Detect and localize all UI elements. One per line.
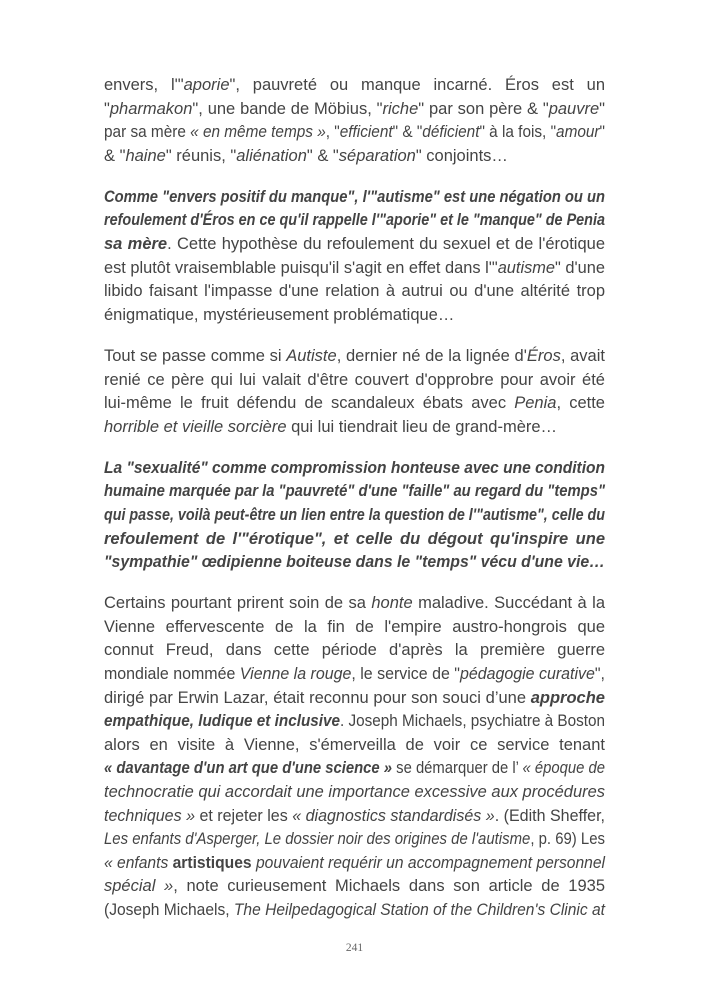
emphasis-text: « davantage d'un art que d'une science » (104, 759, 393, 778)
text-line (104, 639, 605, 663)
text-line (104, 852, 605, 876)
italic-text: pauvre (548, 99, 600, 118)
text-run: se démarquer de l’ (392, 759, 523, 778)
text-run: . (Edith Sheffer, (494, 806, 605, 825)
text-run: ", (594, 665, 605, 684)
text-line (104, 757, 605, 781)
italic-text: Vienne la rouge (239, 665, 352, 684)
text-line (104, 616, 605, 640)
text-run: " & " (392, 123, 423, 142)
text-run: par sa mère (104, 123, 191, 142)
text-run: " & " (306, 146, 339, 165)
text-line (104, 145, 605, 169)
text-run: " à la fois, " (479, 123, 557, 142)
bold-text: artistiques (172, 853, 252, 872)
emphasis-text: sa mère (104, 235, 168, 254)
text-run: , p. 69) Les (530, 830, 605, 849)
italic-text: Éros (526, 346, 561, 365)
text-run: est plutôt vraisemblable puisqu'il s'agit en effet dans l'" (104, 258, 498, 277)
italic-text: déficient (422, 123, 480, 142)
emphasis-text: qui passe, voilà peut-être un lien entre la question de l'"autisme", celle du (104, 506, 605, 524)
text-run: Vienne effervescente de la fin de l'empire austro-hongrois que (104, 617, 605, 636)
text-line (104, 74, 605, 98)
text-run: " d'une (555, 258, 605, 277)
text-run: Certains pourtant prirent soin de sa (104, 594, 372, 613)
emphasis-text: refoulement d'Éros en ce qu'il rappelle l'"aporie" et le "manque" de Penia (104, 211, 605, 230)
italic-text: « diagnostics standardisés » (292, 806, 495, 825)
italic-text: horrible et vieille sorcière (104, 417, 287, 436)
text-line (104, 369, 605, 393)
italic-text: aliénation (236, 146, 307, 165)
text-run: & " (104, 146, 126, 165)
paragraph (104, 345, 605, 439)
text-line (104, 280, 605, 304)
text-line (104, 304, 605, 328)
paragraph (104, 186, 605, 328)
text-run: qui lui tiendrait lieu de grand-mère… (286, 417, 558, 436)
text-line (104, 98, 605, 122)
text-line (104, 710, 605, 734)
italic-text: « en même temps » (190, 123, 326, 142)
text-line (104, 457, 605, 481)
emphasis-text: Comme "envers positif du manque", l'"autisme" est une négation ou un (104, 187, 605, 206)
text-line (104, 781, 605, 805)
emphasis-text: La "sexualité" comme compromission honteuse avec une condition (104, 458, 605, 477)
italic-text: efficient (339, 123, 393, 142)
italic-text: haine (125, 146, 166, 165)
text-line (104, 551, 605, 575)
text-line (104, 257, 605, 281)
text-run: " (104, 99, 110, 118)
italic-text: The Heilpedagogical Station of the Children's Clinic at (233, 901, 606, 919)
text-line (104, 416, 605, 440)
text-run: mondiale nommée (104, 665, 240, 684)
text-run: renié ce père qui lui valait d'être couvert d'opprobre pour avoir été (104, 370, 605, 389)
italic-text: amour (556, 123, 600, 142)
text-run: , cette (556, 394, 605, 413)
text-line (104, 687, 605, 711)
paragraph (104, 74, 605, 168)
emphasis-text: refoulement de l'"érotique", et celle du dégout qu'inspire une (104, 529, 605, 548)
text-line (104, 186, 605, 210)
emphasis-text: humaine marquée par la "pauvreté" d'une "faille" au regard du "temps" (104, 482, 605, 501)
italic-text: technocratie qui accordait une importance excessive aux procédures (104, 783, 605, 802)
text-run: , le service de " (351, 665, 460, 684)
text-run: dirigé par Erwin Lazar, était reconnu pour son souci d’une (104, 688, 531, 707)
italic-text: « époque de (522, 759, 605, 778)
text-line (104, 392, 605, 416)
text-line (104, 504, 605, 528)
italic-text: autisme (497, 258, 556, 277)
text-run: énigmatique, mystérieusement problématique… (104, 305, 455, 324)
italic-text: pouvaient requérir un accompagnement personnel (251, 853, 605, 872)
text-run: " conjoints… (415, 146, 508, 165)
text-run: " par son père & " (418, 99, 549, 118)
text-run: connut Freud, dans cette période d'après la première guerre (104, 641, 605, 660)
emphasis-text: "sympathie" œdipienne boiteuse dans le "temps" vécu d'une vie… (104, 553, 605, 572)
text-run: envers, l'" (104, 76, 184, 94)
text-run: " (599, 123, 605, 142)
text-line (104, 805, 605, 829)
italic-text: Autiste (286, 346, 337, 365)
text-run: . Cette hypothèse du refoulement du sexuel et de l'érotique (167, 235, 605, 254)
page-number: 241 (345, 942, 364, 954)
text-line (104, 899, 605, 923)
italic-text: techniques » (104, 806, 195, 825)
text-line (104, 592, 605, 616)
text-run: , avait (560, 346, 605, 365)
text-line (104, 663, 605, 687)
text-run: maladive. Succédant à la (412, 594, 605, 613)
italic-text: « enfants (104, 853, 173, 872)
text-run: , dernier né de la lignée d' (336, 346, 527, 365)
paragraph (104, 592, 605, 922)
text-run: " réunis, " (165, 146, 237, 165)
text-run: et rejeter les (194, 806, 293, 825)
text-run: Tout se passe comme si (104, 346, 287, 365)
italic-text: pharmakon (109, 99, 193, 118)
text-line (104, 209, 605, 233)
italic-text: Penia (514, 394, 557, 413)
text-line (104, 233, 605, 257)
text-run: (Joseph Michaels, (104, 901, 234, 919)
text-run: " (599, 99, 605, 118)
italic-text: honte (371, 594, 413, 613)
text-run: . Joseph Michaels, psychiatre à Boston (340, 712, 605, 731)
italic-text: Les enfants d'Asperger, Le dossier noir des origines de l'autisme (104, 830, 531, 849)
text-run: alors en visite à Vienne, s'émerveilla de voir ce service tenant (104, 735, 605, 754)
text-run: ", une bande de Möbius, " (192, 99, 383, 118)
emphasis-text: approche (530, 688, 605, 707)
paragraph (104, 457, 605, 575)
text-run: ", pauvreté ou manque incarné. Éros est un (229, 76, 605, 94)
text-run: lui-même le fruit défendu de scandaleux ébats avec (104, 394, 515, 413)
text-line (104, 345, 605, 369)
text-run: , " (325, 123, 340, 142)
italic-text: pédagogie curative (459, 665, 595, 684)
text-line (104, 875, 605, 899)
italic-text: séparation (338, 146, 416, 165)
text-line (104, 121, 605, 145)
text-line (104, 828, 605, 852)
text-run: libido faisant l'impasse d'une relation à autrui ou d'une altérité trop (104, 282, 605, 301)
italic-text: riche (382, 99, 419, 118)
italic-text: spécial » (104, 877, 174, 896)
emphasis-text: empathique, ludique et inclusive (104, 712, 341, 731)
text-line (104, 480, 605, 504)
text-run: , note curieusement Michaels dans son article de 1935 (173, 877, 606, 896)
text-line (104, 528, 605, 552)
page-body (104, 74, 605, 940)
text-line (104, 734, 605, 758)
italic-text: aporie (183, 76, 230, 94)
